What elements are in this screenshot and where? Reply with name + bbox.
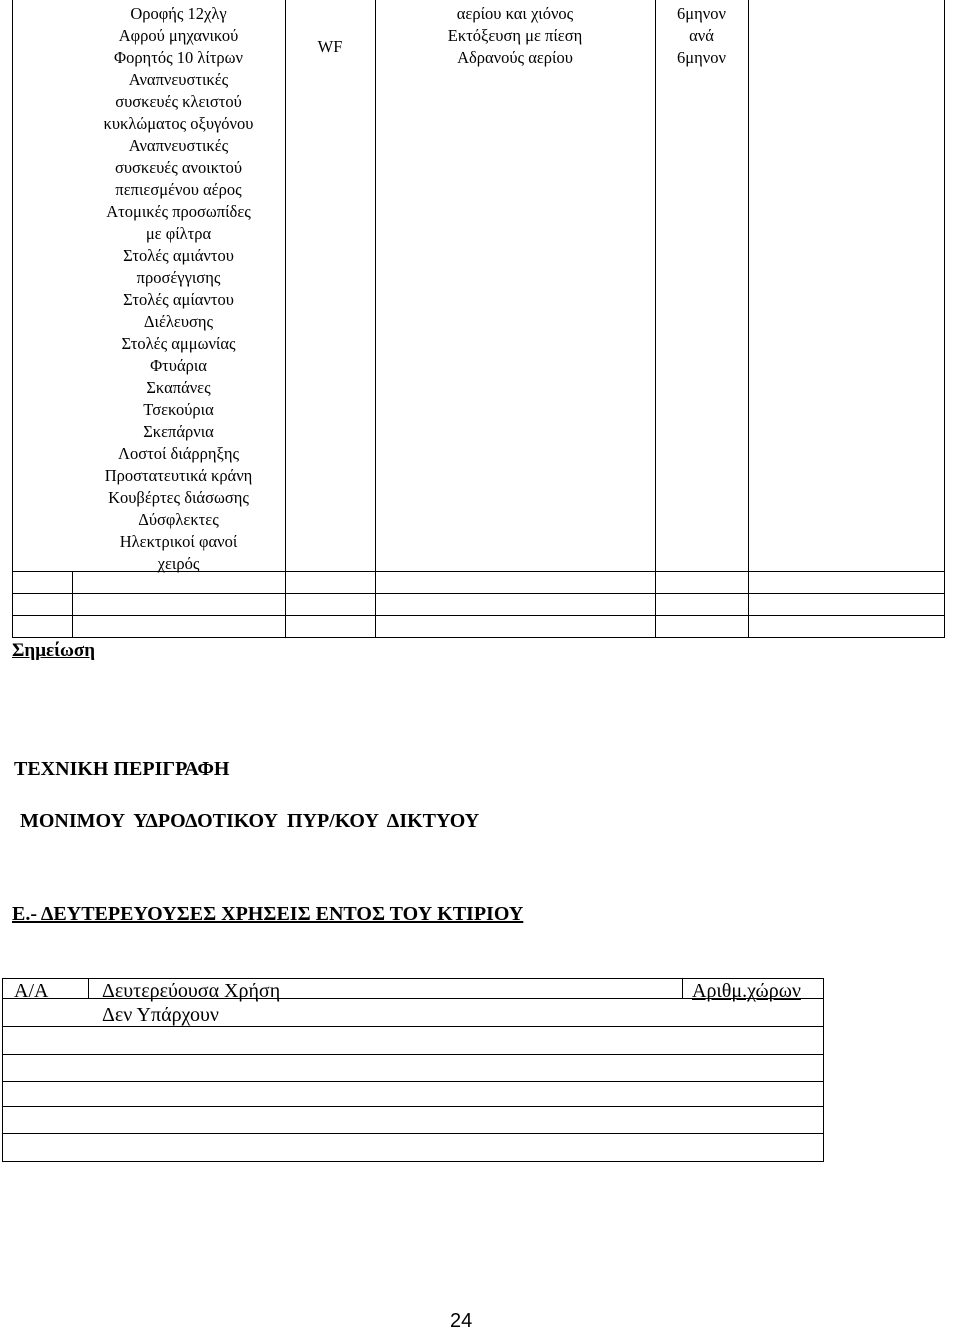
equipment-item: Σκεπάρνια — [143, 422, 214, 441]
table-border — [285, 0, 286, 637]
heading-network: ΜΟΝΙΜΟΥ ΥΔΡΟΔΟΤΙΚΟΥ ΠΥΡ/ΚΟΥ ΔΙΚΤΥΟΥ — [20, 810, 480, 832]
equipment-table — [0, 0, 960, 640]
equipment-item: Φτυάρια — [150, 356, 207, 375]
method-line: αερίου και χιόνος — [456, 4, 574, 23]
table-border — [748, 0, 749, 637]
section-title: Ε.- ΔΕΥΤΕΡΕΥΟΥΣΕΣ ΧΡΗΣΕΙΣ ΕΝΤΟΣ ΤΟΥ ΚΤΙΡΙΟΥ — [12, 903, 524, 925]
table-border — [12, 593, 945, 594]
frequency-line: 6μηνον — [677, 48, 726, 67]
table-border — [12, 615, 945, 616]
equipment-item: χειρός — [157, 554, 200, 573]
equipment-item: Ατομικές προσωπίδες — [106, 202, 251, 221]
table-border — [823, 978, 824, 1162]
equipment-item: Ηλεκτρικοί φανοί — [119, 532, 238, 551]
equipment-item: Προστατευτικά κράνη — [104, 466, 253, 485]
equipment-item: Στολές αμίαντου — [123, 290, 234, 309]
equipment-item: συσκευές κλειστού — [115, 92, 242, 111]
table-border — [2, 1106, 824, 1107]
uses-table — [0, 970, 960, 1170]
frequency-line: ανά — [689, 26, 714, 45]
heading-technical: ΤΕΧΝΙΚΗ ΠΕΡΙΓΡΑΦΗ — [14, 758, 230, 780]
equipment-list — [72, 3, 285, 575]
equipment-item: Αφρού μηχανικού — [118, 26, 239, 45]
equipment-item: Λοστοί διάρρηξης — [117, 444, 240, 463]
table-border — [88, 978, 89, 998]
equipment-item: Οροφής 12χλγ — [130, 4, 227, 23]
method-line: Αδρανούς αερίου — [457, 48, 573, 67]
table-border — [2, 1054, 824, 1055]
equipment-item: πεπιεσμένου αέρος — [115, 180, 242, 199]
equipment-item: με φίλτρα — [145, 224, 212, 243]
header-aa: Α/Α — [14, 980, 49, 1002]
header-use: Δευτερεύουσα Χρήση — [102, 980, 281, 1002]
note-label: Σημείωση — [12, 640, 96, 661]
equipment-item: Δύσφλεκτες — [138, 510, 219, 529]
table-border — [682, 978, 683, 998]
equipment-item: συσκευές ανοικτού — [114, 158, 243, 177]
table-border — [2, 1161, 824, 1162]
table-border — [2, 1133, 824, 1134]
equipment-item: Αναπνευστικές — [128, 136, 229, 155]
table-border — [12, 0, 13, 637]
equipment-item: κυκλώματος οξυγόνου — [103, 114, 254, 133]
equipment-item: Κουβέρτες διάσωσης — [108, 488, 249, 507]
header-rooms: Αριθμ.χώρων — [692, 980, 801, 1002]
table-border — [655, 0, 656, 637]
equipment-item: Σκαπάνες — [146, 378, 211, 397]
equipment-item: Τσεκούρια — [143, 400, 214, 419]
type-code: WF — [317, 37, 343, 56]
method-line: Εκτόξευση με πίεση — [447, 26, 583, 45]
table-border — [2, 978, 3, 1162]
equipment-item: Διέλευσης — [143, 312, 214, 331]
equipment-item: Στολές αμιάντου — [123, 246, 234, 265]
table-border — [12, 637, 945, 638]
table-border — [375, 0, 376, 637]
page-number: 24 — [450, 1310, 473, 1332]
table-border — [2, 1081, 824, 1082]
table-row: Δεν Υπάρχουν — [102, 1004, 219, 1026]
frequency-line: 6μηνον — [677, 4, 726, 23]
equipment-item: Στολές αμμωνίας — [121, 334, 236, 353]
equipment-item: προσέγγισης — [136, 268, 221, 287]
equipment-item: Φορητός 10 λίτρων — [114, 48, 243, 67]
table-border — [72, 572, 73, 637]
table-border — [944, 0, 945, 637]
equipment-item: Αναπνευστικές — [128, 70, 229, 89]
